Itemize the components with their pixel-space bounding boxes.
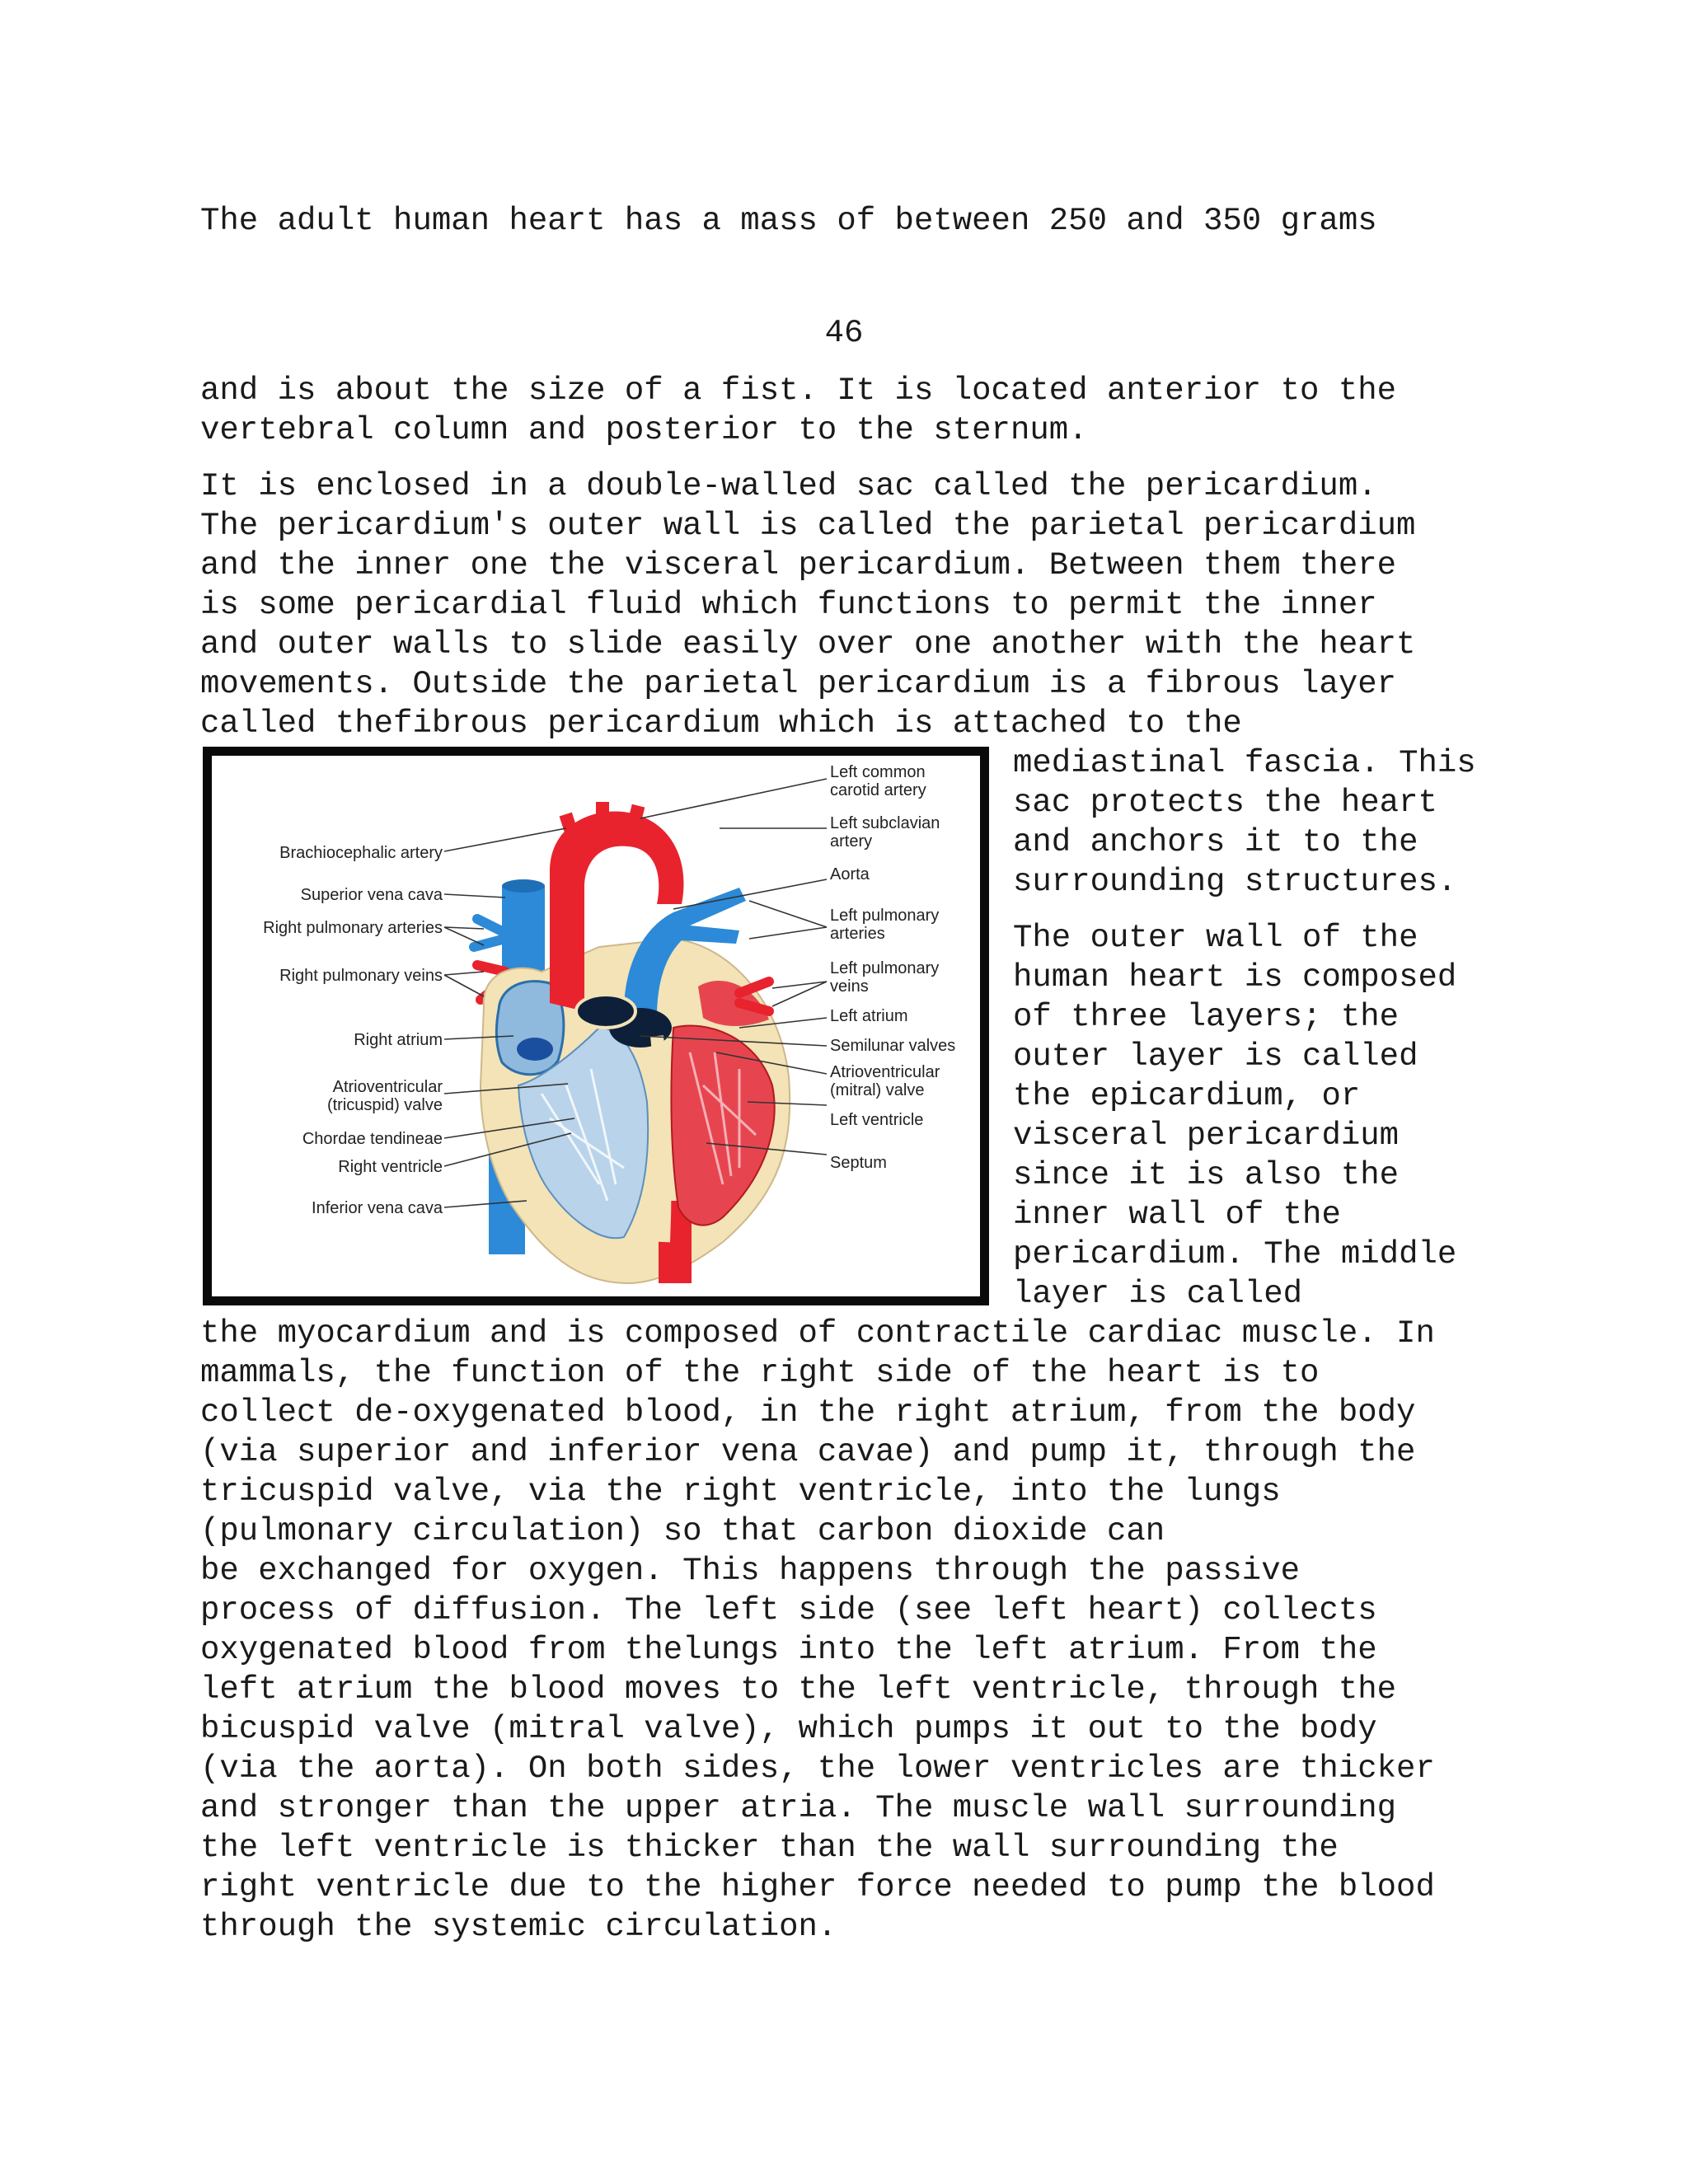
heart-diagram-figure bbox=[203, 747, 989, 1305]
wrap-text-line: outer layer is called bbox=[1013, 1038, 1418, 1075]
label-left-common-carotid-2: carotid artery bbox=[830, 781, 926, 799]
heart-diagram bbox=[212, 756, 980, 1296]
text-line: be exchanged for oxygen. This happens through the passive bbox=[200, 1553, 1301, 1589]
wrap-text-line: inner wall of the bbox=[1013, 1197, 1341, 1233]
label-superior-vena-cava: Superior vena cava bbox=[300, 886, 443, 904]
text-line: vertebral column and posterior to the sternum. bbox=[200, 412, 1088, 448]
text-line: tricuspid valve, via the right ventricle, into the lungs bbox=[200, 1474, 1281, 1510]
label-left-common-carotid-1: Left common bbox=[830, 763, 926, 781]
label-right-atrium: Right atrium bbox=[354, 1031, 443, 1049]
label-right-pulmonary-arteries: Right pulmonary arteries bbox=[263, 919, 443, 937]
label-left-pulmonary-arteries-2: arteries bbox=[830, 925, 885, 943]
wrap-text-line: visceral pericardium bbox=[1013, 1118, 1400, 1154]
text-line: The pericardium's outer wall is called the parietal pericardium bbox=[200, 508, 1416, 544]
text-line: It is enclosed in a double-walled sac called the pericardium. bbox=[200, 468, 1377, 504]
label-semilunar-valves: Semilunar valves bbox=[830, 1037, 956, 1055]
wrap-text-line: mediastinal fascia. This bbox=[1013, 745, 1476, 781]
text-line: oxygenated blood from thelungs into the left atrium. From the bbox=[200, 1632, 1377, 1668]
text-line: (pulmonary circulation) so that carbon dioxide can bbox=[200, 1513, 1165, 1549]
wrap-text-line: since it is also the bbox=[1013, 1157, 1400, 1193]
text-line: bicuspid valve (mitral valve), which pumps it out to the body bbox=[200, 1711, 1377, 1747]
label-brachiocephalic-artery: Brachiocephalic artery bbox=[279, 844, 443, 862]
text-line: movements. Outside the parietal pericardium is a fibrous layer bbox=[200, 666, 1397, 702]
text-line: is some pericardial fluid which functions to permit the inner bbox=[200, 587, 1377, 623]
label-mitral-valve-1: Atrioventricular bbox=[830, 1063, 940, 1081]
wrap-text-line: sac protects the heart bbox=[1013, 785, 1437, 821]
label-left-pulmonary-veins-2: veins bbox=[830, 977, 869, 996]
label-left-atrium: Left atrium bbox=[830, 1007, 908, 1025]
text-line: collect de-oxygenated blood, in the right atrium, from the body bbox=[200, 1394, 1416, 1431]
text-line: and the inner one the visceral pericardium. Between them there bbox=[200, 547, 1397, 583]
label-tricuspid-valve-1: Atrioventricular bbox=[332, 1078, 443, 1096]
text-line: (via the aorta). On both sides, the lower ventricles are thicker bbox=[200, 1750, 1435, 1787]
text-line: left atrium the blood moves to the left ventricle, through the bbox=[200, 1671, 1397, 1708]
wrap-text-line: The outer wall of the bbox=[1013, 920, 1418, 956]
label-left-pulmonary-arteries-1: Left pulmonary bbox=[830, 907, 940, 925]
label-mitral-valve-2: (mitral) valve bbox=[830, 1081, 925, 1099]
wrap-text-line: of three layers; the bbox=[1013, 999, 1400, 1035]
text-line: through the systemic circulation. bbox=[200, 1909, 837, 1945]
text-line: the left ventricle is thicker than the wall surrounding the bbox=[200, 1830, 1339, 1866]
text-line: right ventricle due to the higher force needed to pump the blood bbox=[200, 1869, 1435, 1905]
text-line: and is about the size of a fist. It is located anterior to the bbox=[200, 373, 1397, 409]
label-right-ventricle: Right ventricle bbox=[338, 1158, 443, 1176]
label-left-ventricle: Left ventricle bbox=[830, 1111, 924, 1129]
label-tricuspid-valve-2: (tricuspid) valve bbox=[326, 1096, 443, 1114]
text-line: called thefibrous pericardium which is attached to the bbox=[200, 705, 1242, 742]
header-line: The adult human heart has a mass of between 250 and 350 grams bbox=[200, 203, 1377, 239]
wrap-text-line: human heart is composed bbox=[1013, 959, 1457, 996]
wrap-text-line: the epicardium, or bbox=[1013, 1078, 1361, 1114]
label-aorta: Aorta bbox=[830, 865, 870, 883]
text-line: the myocardium and is composed of contractile cardiac muscle. In bbox=[200, 1315, 1435, 1352]
wrap-text-line: surrounding structures. bbox=[1013, 864, 1457, 900]
text-line: mammals, the function of the right side of the heart is to bbox=[200, 1355, 1320, 1391]
label-right-pulmonary-veins: Right pulmonary veins bbox=[279, 967, 443, 985]
label-inferior-vena-cava: Inferior vena cava bbox=[312, 1199, 443, 1217]
label-left-subclavian-2: artery bbox=[830, 832, 873, 851]
page-number: 46 bbox=[824, 315, 864, 351]
label-left-subclavian-1: Left subclavian bbox=[830, 814, 940, 832]
text-line: and stronger than the upper atria. The muscle wall surrounding bbox=[200, 1790, 1397, 1826]
text-line: and outer walls to slide easily over one another with the heart bbox=[200, 626, 1416, 663]
text-line: process of diffusion. The left side (see left heart) collects bbox=[200, 1592, 1377, 1629]
wrap-text-line: pericardium. The middle bbox=[1013, 1236, 1457, 1272]
label-septum: Septum bbox=[830, 1154, 887, 1172]
wrap-text-line: layer is called bbox=[1013, 1276, 1303, 1312]
text-line: (via superior and inferior vena cavae) and pump it, through the bbox=[200, 1434, 1416, 1470]
wrap-text-line: and anchors it to the bbox=[1013, 824, 1418, 860]
label-chordae-tendineae: Chordae tendineae bbox=[302, 1130, 443, 1148]
label-left-pulmonary-veins-1: Left pulmonary bbox=[830, 959, 940, 977]
